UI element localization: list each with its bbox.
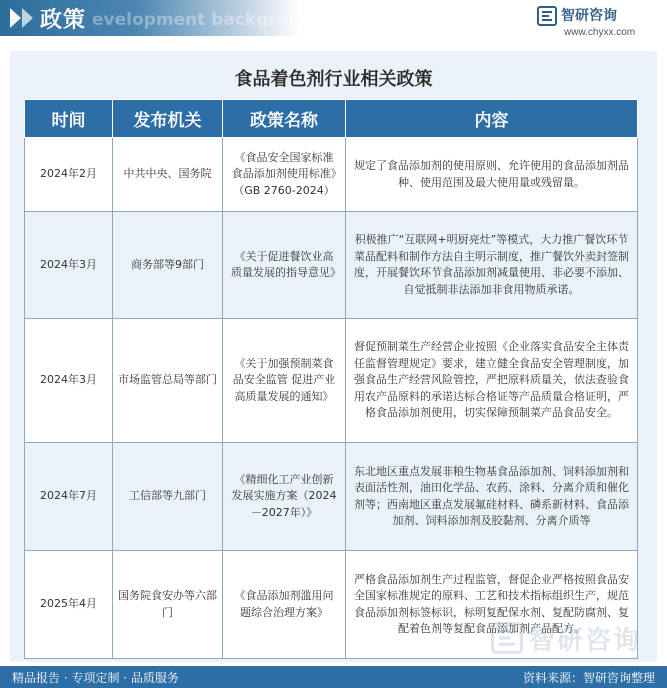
column-header-org: 发布机关: [113, 100, 223, 138]
header-banner: [0, 0, 325, 36]
cell-time: 2024年3月: [25, 319, 113, 443]
cell-content: 积极推广“互联网+明厨亮灶”等模式，大力推广餐饮环节菜品配料和制作方法自主明示制度，推广餐饮外卖封签制度，开展餐饮环节食品添加剂减量使用、非必要不添加、自觉抵制非法添加非食用物质承诺。: [346, 212, 638, 319]
cell-policy-name: 《食品安全国家标准 食品添加剂使用标准》（GB 2760-2024）: [223, 138, 346, 212]
policy-table: [24, 99, 638, 659]
column-header-time: 时间: [25, 100, 113, 138]
cell-content: 规定了食品添加剂的使用原则、允许使用的食品添加剂品种、使用范围及最大使用量或残留量。: [346, 138, 638, 212]
cell-policy-name: 《关于加强预制菜食品安全监管 促进产业高质量发展的通知》: [223, 319, 346, 443]
column-header-name: 政策名称: [223, 100, 346, 138]
table-row: [25, 138, 638, 212]
cell-org: 市场监管总局等部门: [113, 319, 223, 443]
chevron-right-icon: [10, 8, 21, 28]
cell-policy-name: 《食品添加剂滥用问题综合治理方案》: [223, 551, 346, 659]
cell-time: 2025年4月: [25, 551, 113, 659]
column-header-content: 内容: [346, 100, 638, 138]
footer-source: 资料来源：智研咨询整理: [522, 671, 655, 685]
watermark: [489, 618, 659, 658]
table-title: 食品着色剂行业相关政策: [234, 69, 433, 90]
table-header-row: [25, 100, 638, 138]
cell-policy-name: 《关于促进餐饮业高质量发展的指导意见》: [223, 212, 346, 319]
brand-url: www.chyxx.com: [564, 27, 636, 38]
cell-content: 严格食品添加剂生产过程监管，督促企业严格按照食品安全国家标准规定的原料、工艺和技术指标组织生产，规范食品添加剂标签标识，标明复配保水剂、复配防腐剂、复配着色剂等复配食品添加剂产品配方。: [346, 551, 638, 659]
chevron-right-icon: [22, 8, 33, 28]
policy-panel: [10, 51, 657, 662]
cell-policy-name: 《精细化工产业创新发展实施方案（2024－2027年）》: [223, 443, 346, 551]
table-row: [25, 443, 638, 551]
cell-org: 中共中央、国务院: [113, 138, 223, 212]
cell-time: 2024年2月: [25, 138, 113, 212]
section-ghost-text: evelopment background: [92, 10, 325, 30]
cell-time: 2024年3月: [25, 212, 113, 319]
section-title: 政策: [40, 8, 87, 33]
brand-name: 智研咨询: [561, 8, 617, 24]
cell-content: 督促预制菜生产经营企业按照《企业落实食品安全主体责任监督管理规定》要求，建立健全食品安全管理制度，加强食品生产经营风险管控，严把原料质量关，依法查验食用农产品原料的承诺达标合格证等产品质量合格证明，严格食品添加剂使用，切实保障预制菜产品食品安全。: [346, 319, 638, 443]
cell-time: 2024年7月: [25, 443, 113, 551]
watermark-logo-icon: [491, 622, 523, 654]
header: [0, 0, 667, 44]
watermark-text: 智研咨询: [529, 626, 642, 656]
footer-tagline: 精品报告 · 专项定制 · 品质服务: [12, 671, 179, 685]
table-row: [25, 319, 638, 443]
brand-logo: [537, 5, 657, 41]
brand-logo-icon: [537, 6, 557, 26]
cell-org: 工信部等九部门: [113, 443, 223, 551]
cell-content: 东北地区重点发展非粮生物基食品添加剂、饲料添加剂和表面活性剂，油田化学品、农药、涂料、分离介质和催化剂等；西南地区重点发展氟硅材料、磷系新材料、食品添加剂、饲料添加剂及胶黏剂、分离介质等: [346, 443, 638, 551]
table-row: [25, 212, 638, 319]
footer: [0, 666, 667, 688]
cell-org: 国务院食安办等六部门: [113, 551, 223, 659]
cell-org: 商务部等9部门: [113, 212, 223, 319]
